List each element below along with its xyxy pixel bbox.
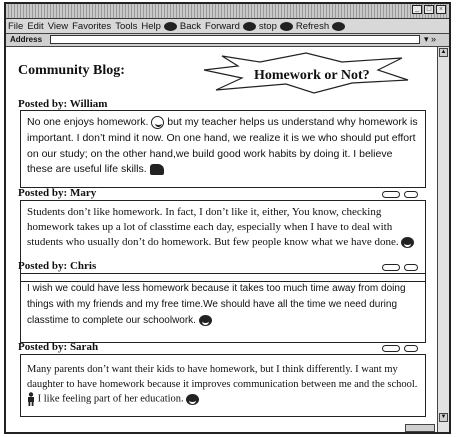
menu-edit[interactable]: Edit xyxy=(27,20,44,32)
post-sarah-text-2: I like feeling part of her education. xyxy=(37,393,184,405)
address-label: Address xyxy=(10,35,43,44)
grin-icon xyxy=(401,237,414,248)
stop-icon[interactable] xyxy=(243,22,256,31)
menu-help[interactable]: Help xyxy=(141,20,161,32)
stop-button[interactable]: stop xyxy=(258,20,277,32)
grin-icon xyxy=(186,394,199,405)
edit-button[interactable] xyxy=(404,345,418,352)
post-chris xyxy=(20,273,426,343)
edit-button[interactable] xyxy=(404,264,418,271)
page-title: Community Blog: xyxy=(18,63,125,78)
menu-tools[interactable]: Tools xyxy=(115,20,138,32)
title-bar xyxy=(6,4,449,19)
page-content xyxy=(6,47,435,427)
post-chris-text: I wish we could have less homework because it takes too much time away from doing things with my friends and my free time.We should have all the time we need during classtime to complete our schoolwork. xyxy=(27,283,406,326)
post-author-sarah: Posted by: Sarah xyxy=(18,341,99,353)
post-william xyxy=(20,110,426,188)
post-mary-text: Students don’t like homework. In fact, I don’t like it, either, You know, checking homework takes up a lot of classtime each day, especially when I have to deal with students who usually don’t do homework. But few people know what we have done. xyxy=(27,206,399,249)
close-button[interactable]: × xyxy=(436,5,446,14)
person-icon xyxy=(27,392,35,406)
refresh-button[interactable]: Refresh xyxy=(295,20,330,32)
scroll-up-icon[interactable]: ▲ xyxy=(440,49,447,55)
post-william-text-2: but my teacher helps us understand why homework is important. I don’t mind it now. On one hand, we realize it is we who should put effort on our study; on the other hand,we build good work habits by doing it. I believe these are useful life skills. xyxy=(27,116,418,176)
minimize-button[interactable]: _ xyxy=(412,5,422,14)
refresh-icon[interactable] xyxy=(280,22,293,31)
thumbs-up-icon xyxy=(150,164,164,175)
smiley-icon xyxy=(151,116,164,129)
post-author-chris: Posted by: Chris xyxy=(18,260,97,272)
menu-view[interactable]: View xyxy=(47,20,69,32)
reply-button[interactable] xyxy=(382,264,400,271)
address-bar xyxy=(6,34,449,47)
reply-button[interactable] xyxy=(382,345,400,352)
back-icon[interactable] xyxy=(164,22,177,31)
menu-file[interactable]: File xyxy=(8,20,24,32)
banner-text: Homework or Not? xyxy=(254,68,370,83)
forward-button[interactable]: Forward xyxy=(205,20,240,32)
back-button[interactable]: Back xyxy=(179,20,202,32)
scroll-down-icon[interactable]: ▼ xyxy=(440,414,447,420)
reply-button[interactable] xyxy=(382,191,400,198)
grin-icon xyxy=(199,315,212,326)
maximize-button[interactable]: □ xyxy=(424,5,434,14)
go-arrow-icon[interactable]: ▾ » xyxy=(424,34,437,44)
vertical-scrollbar[interactable] xyxy=(437,47,449,432)
menu-favorites[interactable]: Favorites xyxy=(72,20,112,32)
browser-window xyxy=(4,2,451,434)
menu-bar xyxy=(6,19,449,34)
post-author-mary: Posted by: Mary xyxy=(18,187,97,199)
edit-button[interactable] xyxy=(404,191,418,198)
address-input[interactable] xyxy=(50,35,420,44)
home-icon[interactable] xyxy=(332,22,345,31)
post-author-william: Posted by: William xyxy=(18,98,108,110)
post-william-text-1: No one enjoys homework. xyxy=(27,116,149,128)
post-sarah-text-1: Many parents don’t want their kids to have homework, but I think differently. I want my daughter to have homework because it improves communication between me and the school. xyxy=(27,364,418,390)
status-bar xyxy=(405,424,435,432)
post-sarah xyxy=(20,354,426,417)
